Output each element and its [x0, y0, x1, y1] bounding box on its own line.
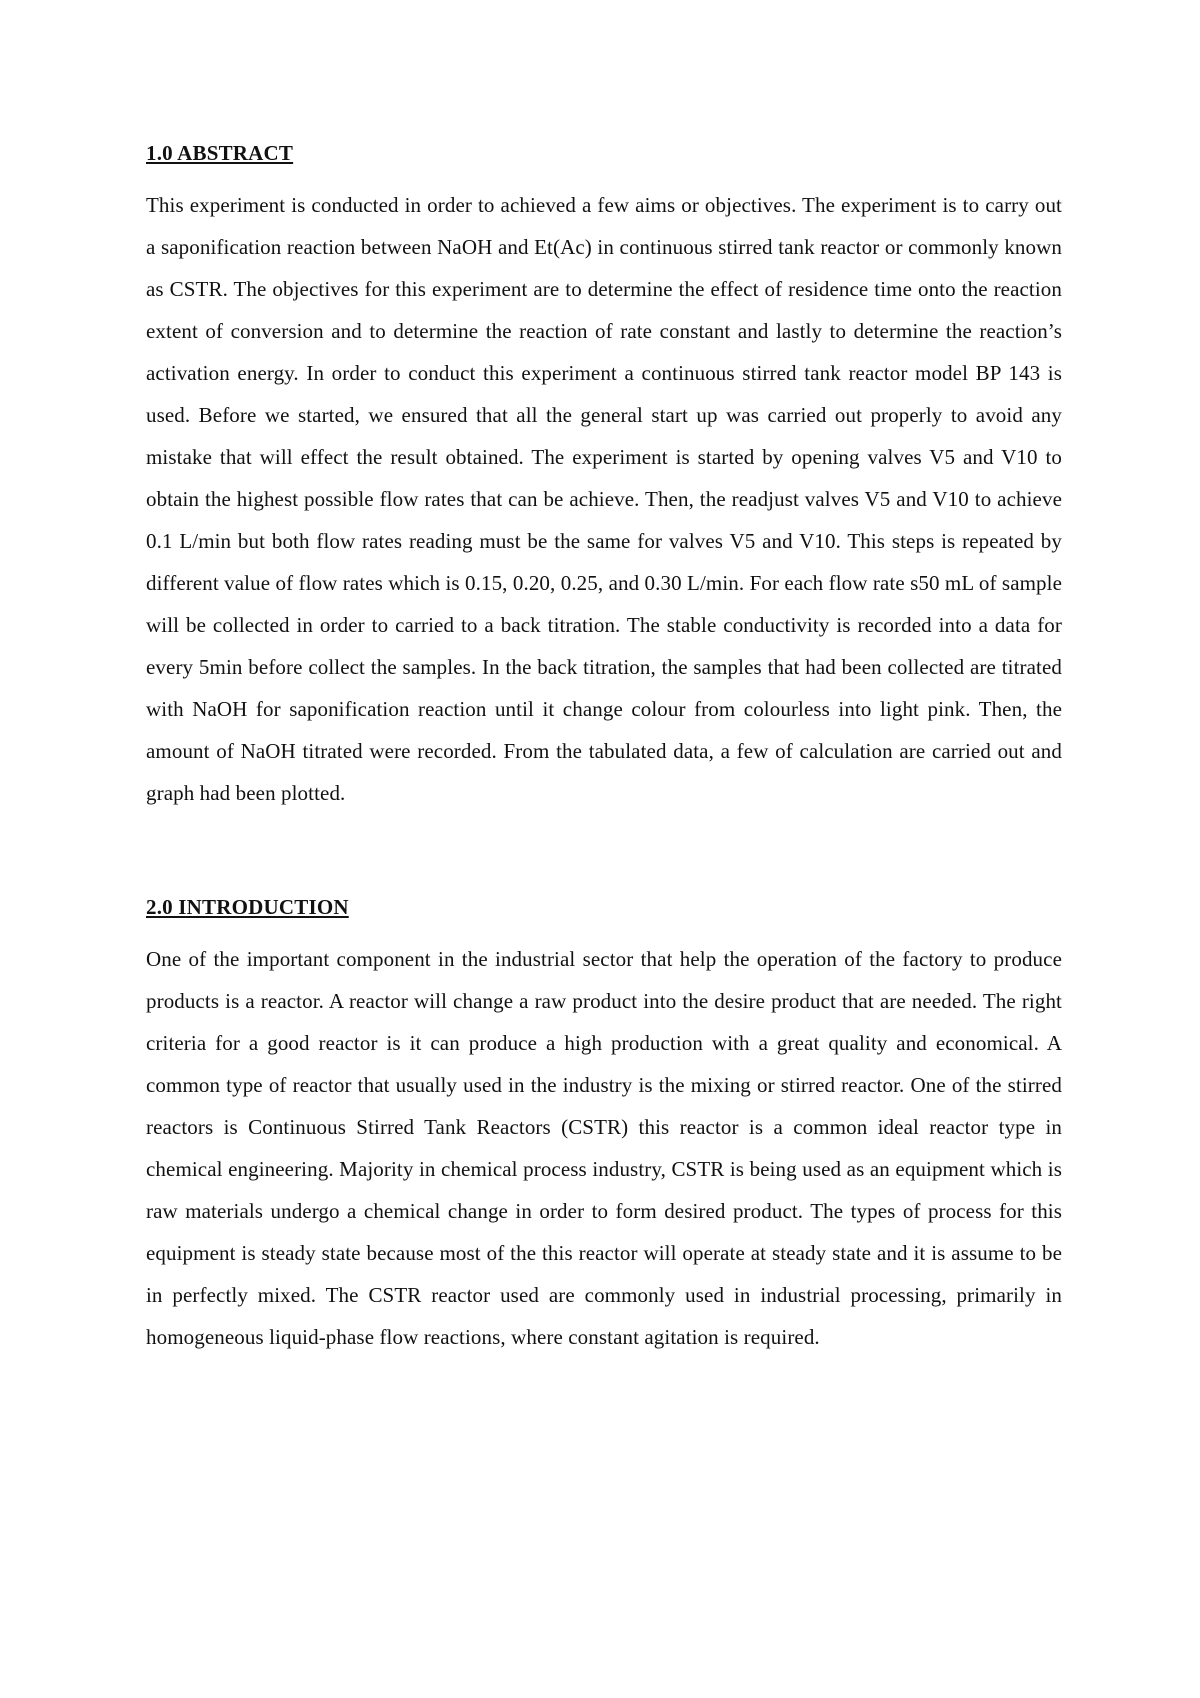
- introduction-paragraph: One of the important component in the industrial sector that help the operation of the factory to produce products is a reactor. A reactor will change a raw product into the desire product that are needed. The right criteria for a good reactor is it can produce a high production with a great quality and economical. A common type of reactor that usually used in the industry is the mixing or stirred reactor. One of the stirred reactors is Continuous Stirred Tank Reactors (CSTR) this reactor is a common ideal reactor type in chemical engineering. Majority in chemical process industry, CSTR is being used as an equipment which is raw materials undergo a chemical change in order to form desired product. The types of process for this equipment is steady state because most of the this reactor will operate at steady state and it is assume to be in perfectly mixed. The CSTR reactor used are commonly used in industrial processing, primarily in homogeneous liquid-phase flow reactions, where constant agitation is required.: [146, 947, 1062, 1349]
- abstract-heading: 1.0 ABSTRACT: [146, 141, 294, 165]
- section-spacer: [146, 814, 1062, 886]
- document-page: [146, 132, 1062, 1358]
- abstract-paragraph: This experiment is conducted in order to achieved a few aims or objectives. The experiment is to carry out a saponification reaction between NaOH and Et(Ac) in continuous stirred tank reactor or commonly known as CSTR. The objectives for this experiment are to determine the effect of residence time onto the reaction extent of conversion and to determine the reaction of rate constant and lastly to determine the reaction’s activation energy. In order to conduct this experiment a continuous stirred tank reactor model BP 143 is used. Before we started, we ensured that all the general start up was carried out properly to avoid any mistake that will effect the result obtained. The experiment is started by opening valves V5 and V10 to obtain the highest possible flow rates that can be achieve. Then, the readjust valves V5 and V10 to achieve 0.1 L/min but both flow rates reading must be the same for valves V5 and V10. This steps is repeated by different value of flow rates which is 0.15, 0.20, 0.25, and 0.30 L/min. For each flow rate s50 mL of sample will be collected in order to carried to a back titration. The stable conductivity is recorded into a data for every 5min before collect the samples. In the back titration, the samples that had been collected are titrated with NaOH for saponification reaction until it change colour from colourless into light pink. Then, the amount of NaOH titrated were recorded. From the tabulated data, a few of calculation are carried out and graph had been plotted.: [146, 193, 1062, 805]
- introduction-heading: 2.0 INTRODUCTION: [146, 895, 349, 919]
